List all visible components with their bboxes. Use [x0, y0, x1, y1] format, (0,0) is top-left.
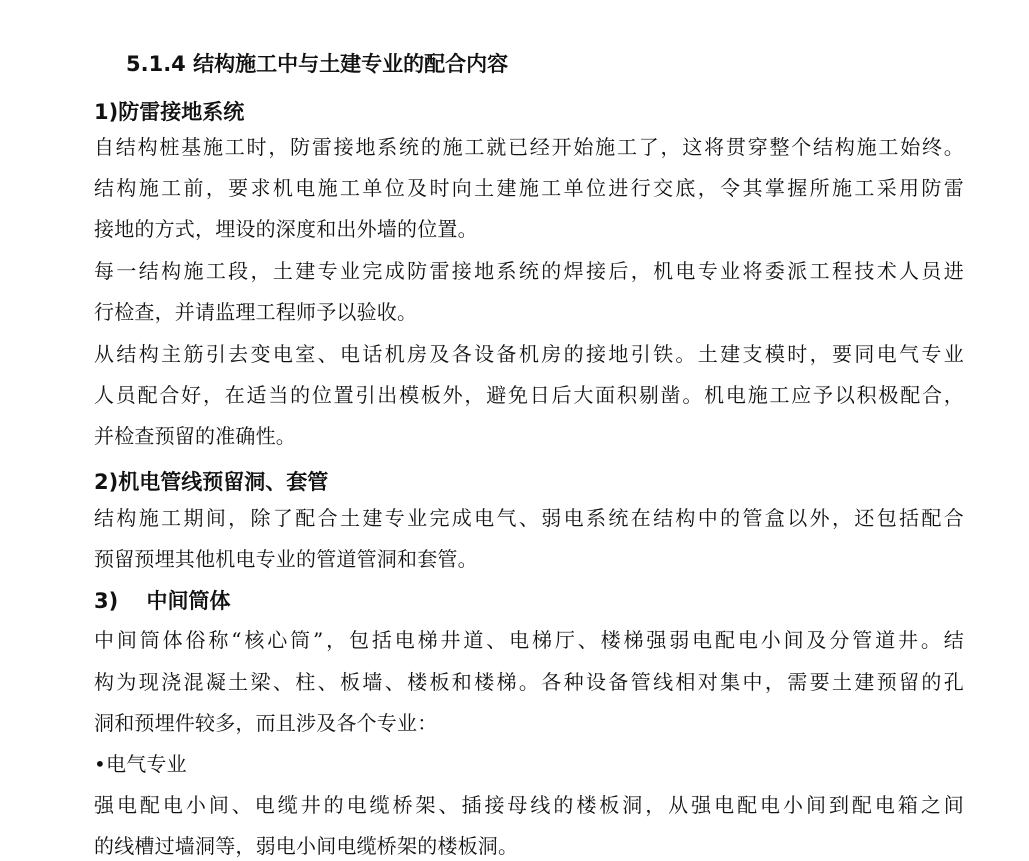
paragraph-line: 并检查预留的准确性。	[94, 424, 296, 448]
paragraph-line: 结构施工前，要求机电施工单位及时向土建施工单位进行交底，令其掌握所施工采用防雷	[94, 176, 964, 200]
heading-core-tube: 3) 中间筒体	[94, 589, 231, 613]
paragraph-line: 构为现浇混凝土梁、柱、板墙、楼板和楼梯。各种设备管线相对集中，需要土建预留的孔	[94, 670, 964, 694]
heading-mep-openings-sleeves: 2)机电管线预留洞、套管	[94, 470, 329, 494]
paragraph-line: 洞和预埋件较多，而且涉及各个专业：	[94, 711, 438, 735]
paragraph-line: 接地的方式，埋设的深度和出外墙的位置。	[94, 217, 478, 241]
bullet-item-electrical: •电气专业	[94, 752, 187, 776]
paragraph-line: 强电配电小间、电缆井的电缆桥架、插接母线的楼板洞，从强电配电小间到配电箱之间	[94, 793, 964, 817]
paragraph-line: 人员配合好，在适当的位置引出模板外，避免日后大面积剔凿。机电施工应予以积极配合，	[94, 383, 964, 407]
paragraph-line: 从结构主筋引去变电室、电话机房及各设备机房的接地引铁。土建支模时，要同电气专业	[94, 342, 964, 366]
paragraph-line: 自结构桩基施工时，防雷接地系统的施工就已经开始施工了，这将贯穿整个结构施工始终。	[94, 135, 964, 159]
paragraph-line: 结构施工期间，除了配合土建专业完成电气、弱电系统在结构中的管盒以外，还包括配合	[94, 506, 964, 530]
paragraph-line: 预留预埋其他机电专业的管道管洞和套管。	[94, 547, 478, 571]
paragraph-line: 的线槽过墙洞等，弱电小间电缆桥架的楼板洞。	[94, 834, 519, 858]
section-title: 5.1.4 结构施工中与土建专业的配合内容	[126, 52, 509, 76]
paragraph-line: 每一结构施工段，土建专业完成防雷接地系统的焊接后，机电专业将委派工程技术人员进	[94, 259, 964, 283]
paragraph-line: 行检查，并请监理工程师予以验收。	[94, 300, 418, 324]
heading-lightning-grounding: 1)防雷接地系统	[94, 100, 245, 124]
paragraph-line: 中间筒体俗称“核心筒”，包括电梯井道、电梯厅、楼梯强弱电配电小间及分管道井。结	[94, 628, 964, 652]
